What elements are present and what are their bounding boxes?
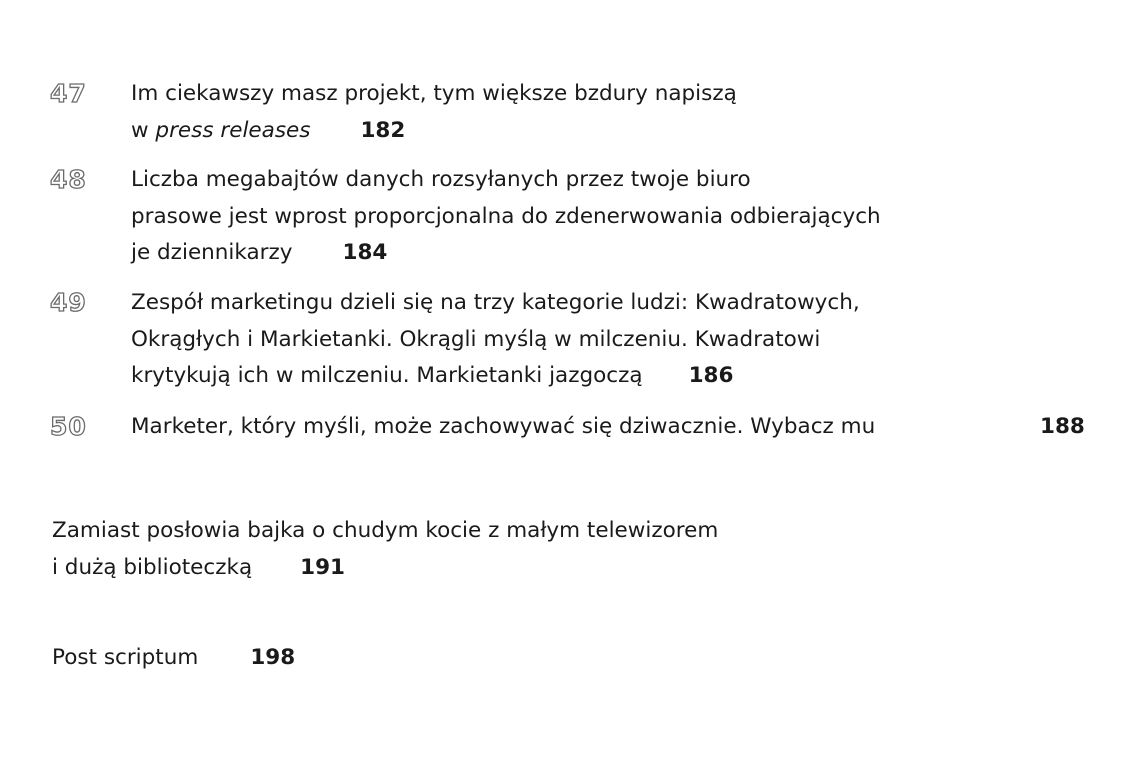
page-number: 186	[688, 363, 734, 388]
title-prefix: w	[131, 117, 156, 143]
afterword-line: Zamiast posłowia bajka o chudym kocie z małym telewizorem	[52, 518, 719, 543]
title-text: je dziennikarzy	[131, 240, 293, 265]
chapter-number: 47	[50, 79, 87, 108]
chapter-number: 50	[50, 412, 87, 441]
title-line	[131, 113, 737, 150]
page-number: 198	[250, 645, 296, 670]
toc-postscript	[52, 640, 295, 677]
title-line: prasowe jest wprost proporcjonalna do zdenerwowania odbierających	[131, 203, 881, 229]
chapter-title	[131, 162, 881, 272]
title-italic: press releases	[155, 117, 311, 143]
chapter-number: 49	[50, 288, 87, 317]
title-line: Zespół marketingu dzieli się na trzy kategorie ludzi: Kwadratowych,	[131, 290, 860, 315]
title-line: Liczba megabajtów danych rozsyłanych przez twoje biuro	[131, 167, 751, 192]
chapter-title	[131, 285, 860, 395]
page-number: 184	[342, 240, 388, 265]
page-number: 191	[300, 554, 346, 580]
title-line	[131, 235, 881, 272]
postscript-label: Post scriptum	[52, 645, 199, 670]
chapter-title: Marketer, który myśli, może zachowywać się dziwacznie. Wybacz mu	[131, 414, 876, 439]
page-number: 188	[1040, 414, 1085, 439]
title-line	[131, 358, 860, 395]
chapter-title	[131, 76, 737, 149]
chapter-number: 48	[50, 165, 87, 194]
title-line: Im ciekawszy masz projekt, tym większe bzdury napiszą	[131, 81, 737, 106]
title-text: krytykują ich w milczeniu. Markietanki jazgoczą	[131, 363, 643, 388]
afterword-text: i dużą biblioteczką	[52, 554, 253, 580]
afterword-line	[52, 550, 718, 587]
toc-afterword	[52, 513, 718, 586]
title-line: Okrągłych i Markietanki. Okrągli myślą w milczeniu. Kwadratowi	[131, 326, 821, 352]
page-number: 182	[360, 117, 406, 143]
